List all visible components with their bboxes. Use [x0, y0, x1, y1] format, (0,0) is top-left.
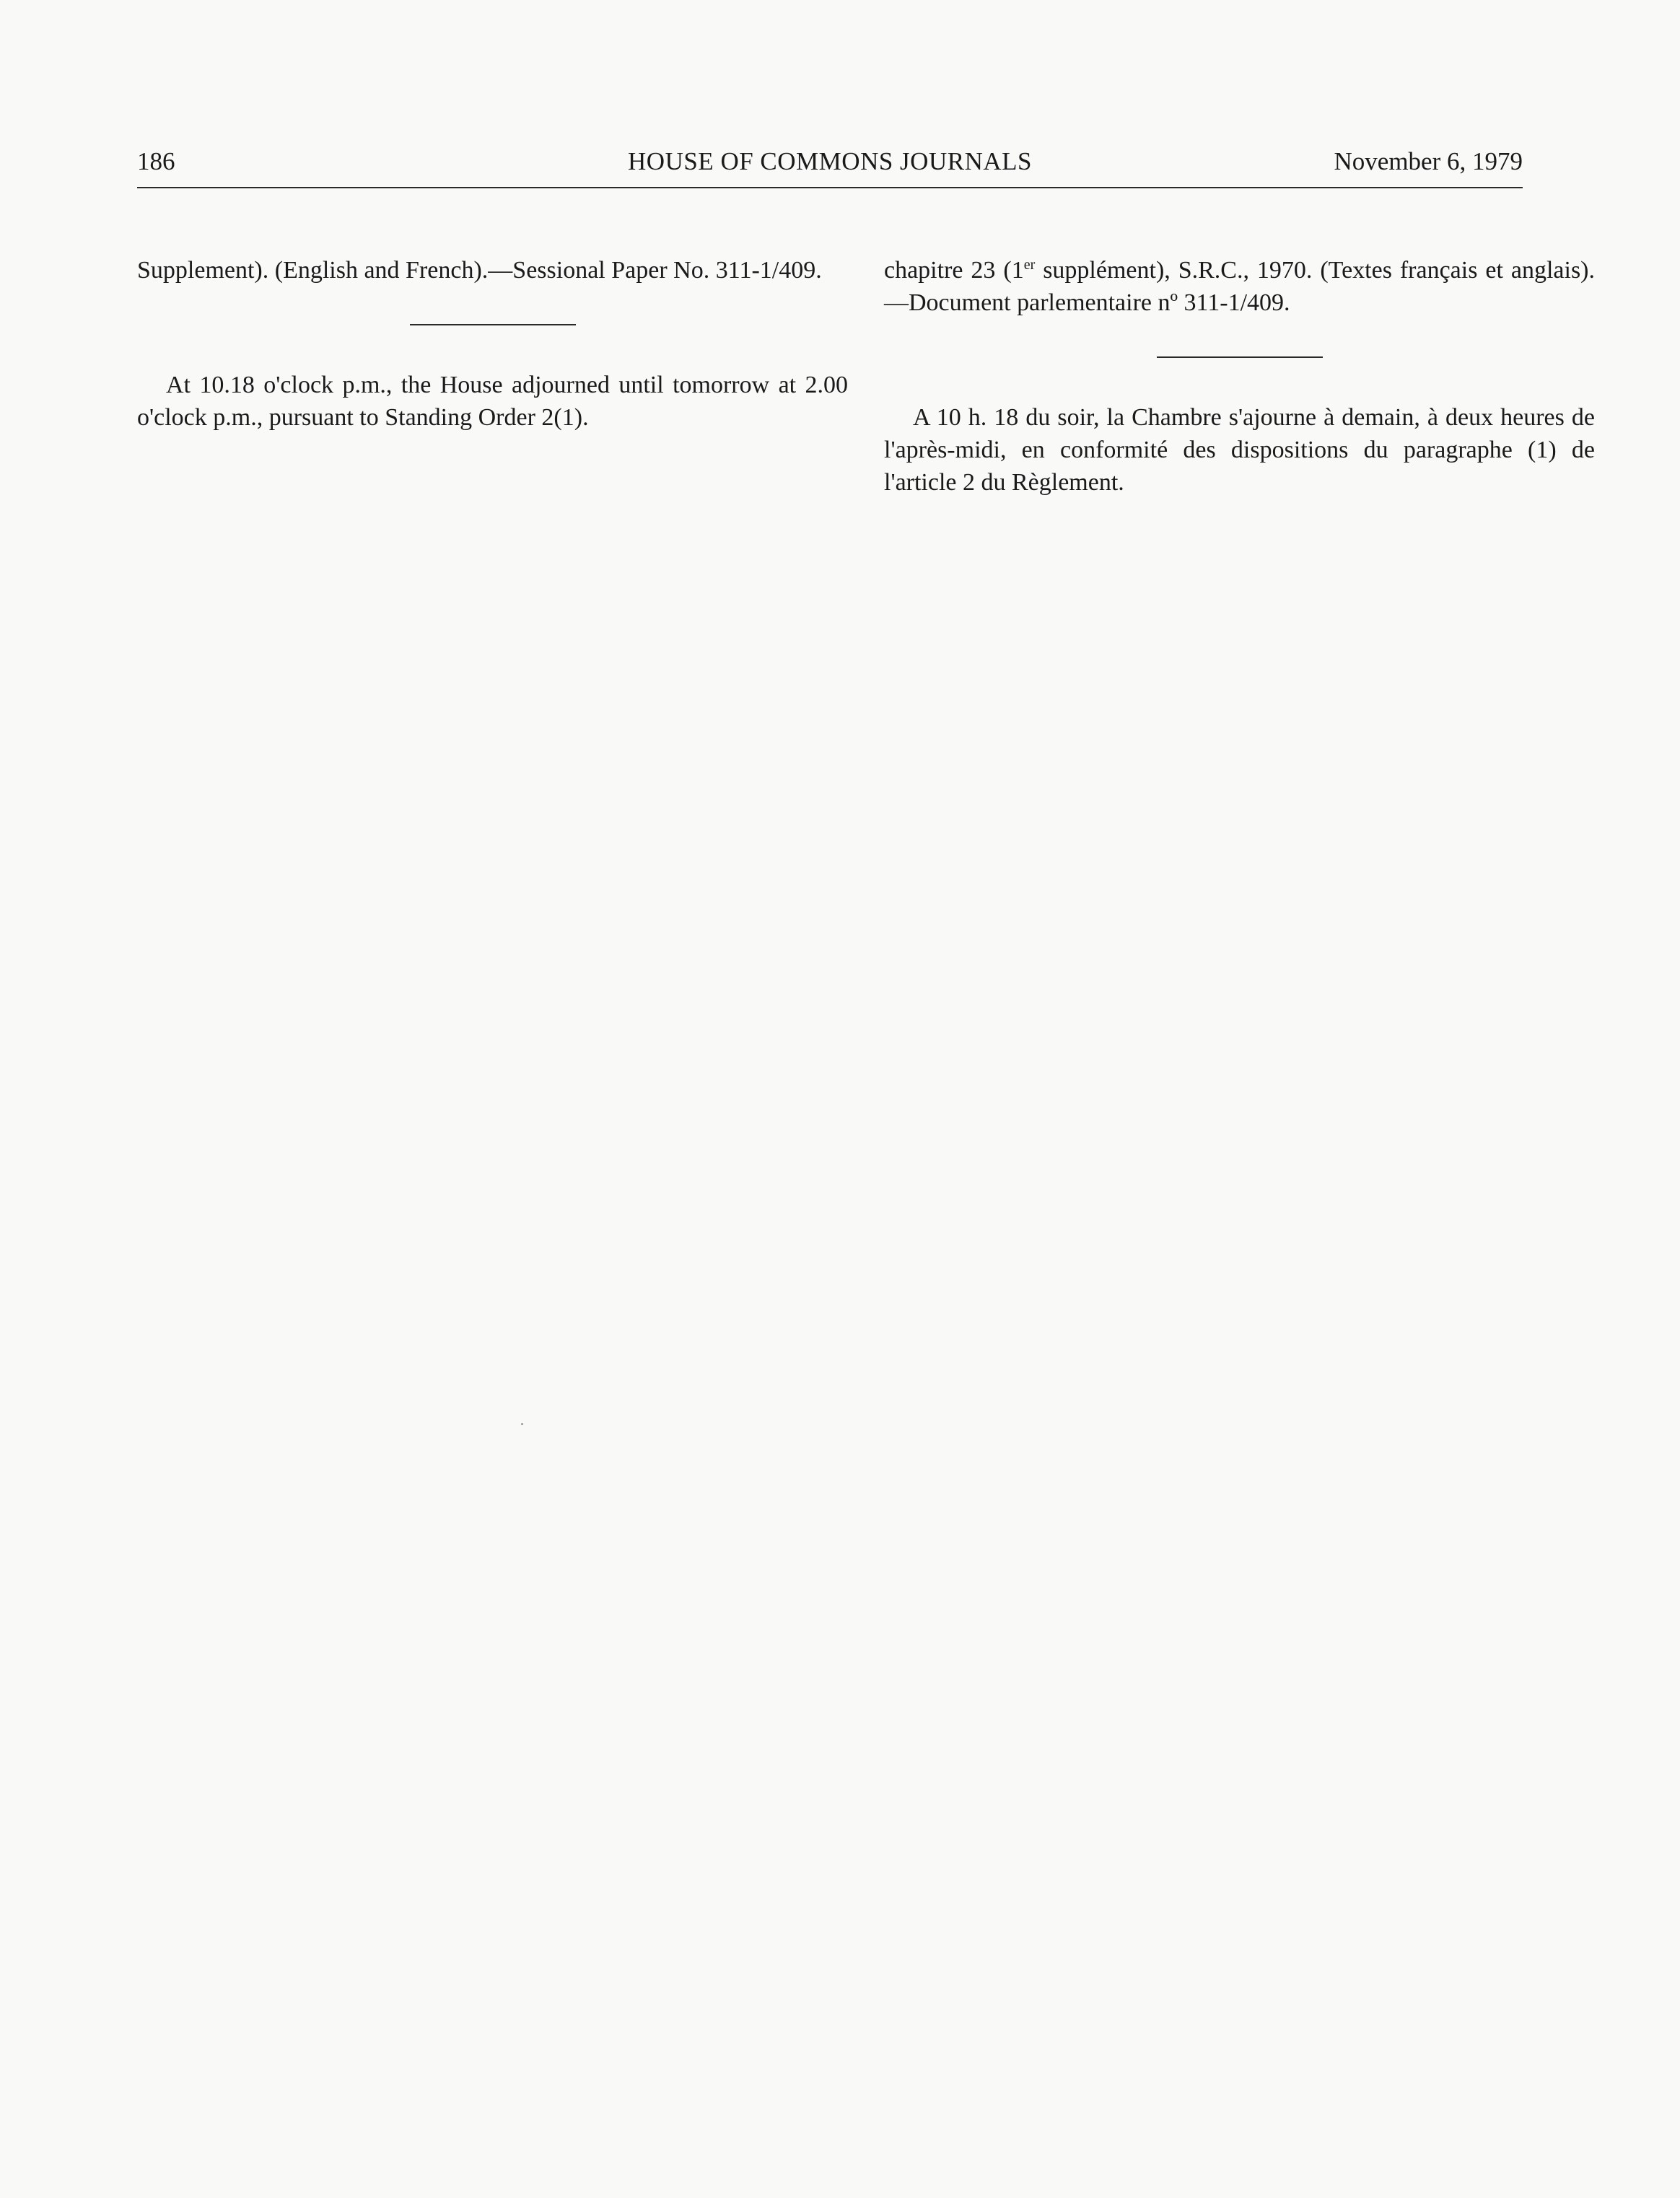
english-separator-rule [410, 324, 576, 325]
french-adjournment-text: A 10 h. 18 du soir, la Chambre s'ajourne à demain, à deux heures de l'après-midi, en conformité des dispositions du paragraphe (1) de l'article 2 du Règlement. [884, 404, 1595, 496]
header-rule [137, 187, 1523, 188]
french-column [884, 254, 1595, 499]
english-column [137, 254, 848, 434]
journal-title: HOUSE OF COMMONS JOURNALS [628, 147, 1032, 175]
english-continuation-text: Supplement). (English and French).—Sessional Paper No. 311-1/409. [137, 257, 822, 284]
journal-date: November 6, 1979 [1334, 147, 1523, 175]
french-separator-rule [1157, 356, 1323, 358]
page-header [137, 147, 1523, 188]
page-number: 186 [137, 147, 175, 175]
french-superscript: er [1023, 257, 1036, 273]
print-speck [521, 1423, 523, 1425]
french-continuation-start: chapitre 23 (1 [884, 257, 1024, 284]
french-continuation-text [884, 254, 1595, 319]
french-continuation-end: supplément), S.R.C., 1970. (Textes français et anglais).—Document parlementaire nº 311-1/409. [884, 257, 1595, 316]
english-adjournment-text: At 10.18 o'clock p.m., the House adjourned until tomorrow at 2.00 o'clock p.m., pursuant to Standing Order 2(1). [137, 372, 848, 431]
